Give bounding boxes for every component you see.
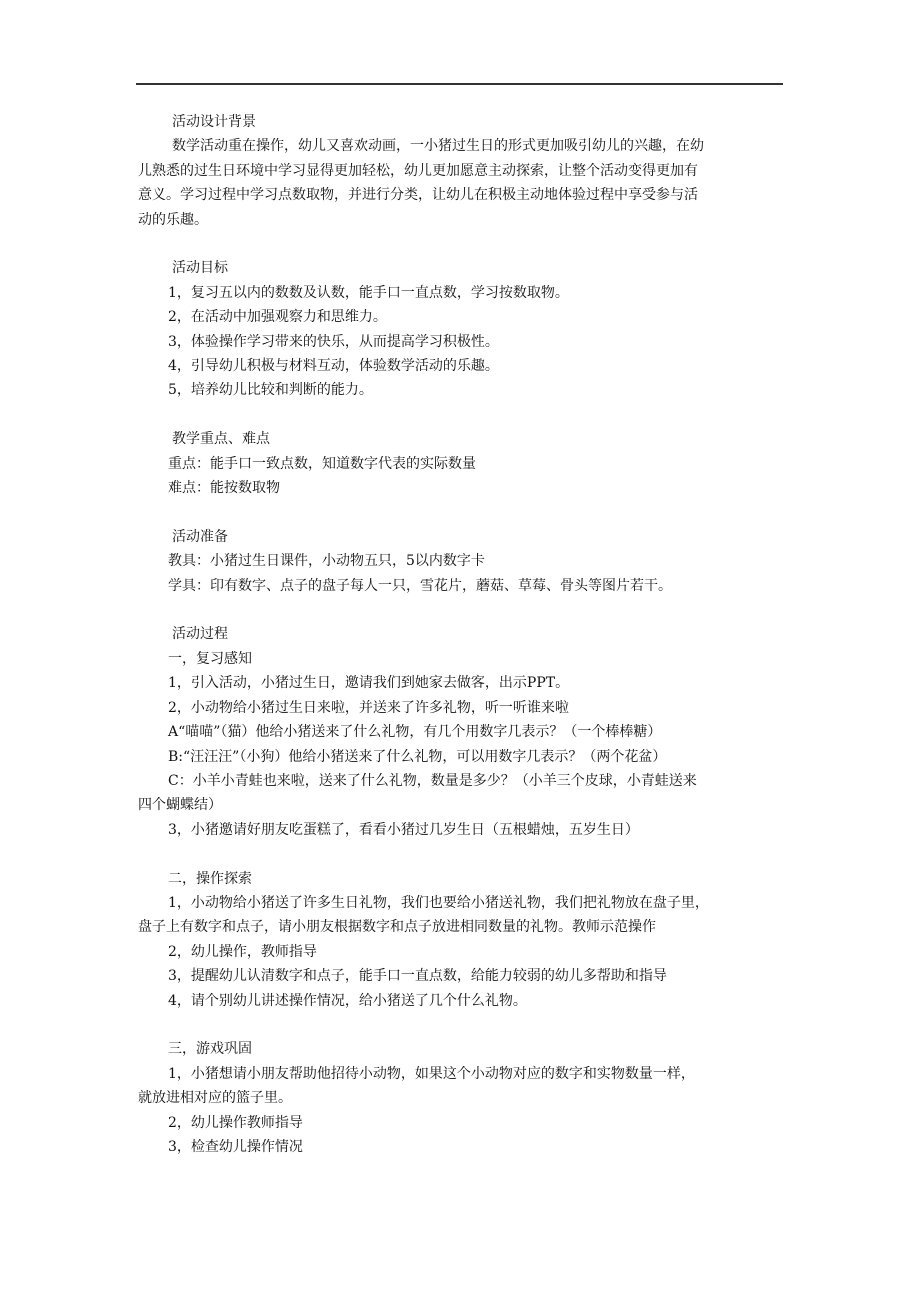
list-item: 3，体验操作学习带来的快乐，从而提高学习积极性。 <box>168 333 499 350</box>
list-item: 1，小猪想请小朋友帮助他招待小动物，如果这个小动物对应的数字和实物数量一样， <box>168 1065 695 1082</box>
list-item: 1，引入活动，小猪过生日，邀请我们到她家去做客，出示PPT。 <box>168 675 570 692</box>
list-item: C：小羊小青蛙也来啦，送来了什么礼物，数量是多少？（小羊三个皮球，小青蛙送来 <box>168 772 697 789</box>
list-item: 教具：小猪过生日课件，小动物五只，5以内数字卡 <box>168 553 485 570</box>
paragraph-line: 动的乐趣。 <box>138 211 208 228</box>
list-item: 4，请个别幼儿讲述操作情况，给小猪送了几个什么礼物。 <box>168 992 527 1009</box>
list-item: 四个蝴蝶结） <box>138 797 222 814</box>
list-item: 2，幼儿操作，教师指导 <box>168 943 317 960</box>
list-item: 重点：能手口一致点数，知道数字代表的实际数量 <box>168 455 476 472</box>
list-item: 2，在活动中加强观察力和思维力。 <box>168 309 387 326</box>
list-item: 3，提醒幼儿认清数字和点子，能手口一直点数，给能力较弱的幼儿多帮助和指导 <box>168 968 667 985</box>
section-heading: 三，游戏巩固 <box>168 1041 252 1058</box>
section-heading: 活动准备 <box>172 528 228 545</box>
section-heading: 活动过程 <box>172 626 228 643</box>
document-body <box>138 110 798 1159</box>
list-item: 5，培养幼儿比较和判断的能力。 <box>168 382 373 399</box>
paragraph-line: 意义。学习过程中学习点数取物，并进行分类，让幼儿在积极主动地体验过程中享受参与活 <box>138 187 698 204</box>
section-heading: 教学重点、难点 <box>172 431 270 448</box>
list-item: 1，小动物给小猪送了许多生日礼物，我们也要给小猪送礼物，我们把礼物放在盘子里， <box>168 894 709 911</box>
paragraph-line: 儿熟悉的过生日环境中学习显得更加轻松，幼儿更加愿意主动探索，让整个活动变得更加有 <box>138 162 698 179</box>
header-rule <box>136 83 783 85</box>
list-item: 盘子上有数字和点子，请小朋友根据数字和点子放进相同数量的礼物。教师示范操作 <box>138 919 656 936</box>
list-item: 就放进相对应的篮子里。 <box>138 1090 292 1107</box>
list-item: 难点：能按数取物 <box>168 480 280 497</box>
list-item: 1，复习五以内的数数及认数，能手口一直点数，学习按数取物。 <box>168 284 569 301</box>
paragraph-line: 数学活动重在操作，幼儿又喜欢动画，一小猪过生日的形式更加吸引幼儿的兴趣，在幼 <box>172 138 704 155</box>
list-item: 3，检查幼儿操作情况 <box>168 1138 303 1155</box>
section-heading: 二，操作探索 <box>168 870 252 887</box>
subsection-heading: 一，复习感知 <box>168 650 252 667</box>
section-heading: 活动设计背景 <box>172 114 256 130</box>
list-item: A“喵喵”（猫）他给小猪送来了什么礼物，有几个用数字几表示？（一个棒棒糖） <box>168 724 662 741</box>
list-item: 4，引导幼儿积极与材料互动，体验数学活动的乐趣。 <box>168 358 499 375</box>
list-item: 学具：印有数字、点子的盘子每人一只，雪花片，蘑菇、草莓、骨头等图片若干。 <box>168 577 672 594</box>
list-item: 2，小动物给小猪过生日来啦，并送来了许多礼物，听一听谁来啦 <box>168 699 569 716</box>
list-item: 3，小猪邀请好朋友吃蛋糕了，看看小猪过几岁生日（五根蜡烛，五岁生日） <box>168 821 639 838</box>
section-heading: 活动目标 <box>172 260 228 277</box>
list-item: B:“汪汪汪”（小狗）他给小猪送来了什么礼物，可以用数字几表示？（两个花盆） <box>168 748 667 765</box>
list-item: 2，幼儿操作教师指导 <box>168 1114 303 1131</box>
